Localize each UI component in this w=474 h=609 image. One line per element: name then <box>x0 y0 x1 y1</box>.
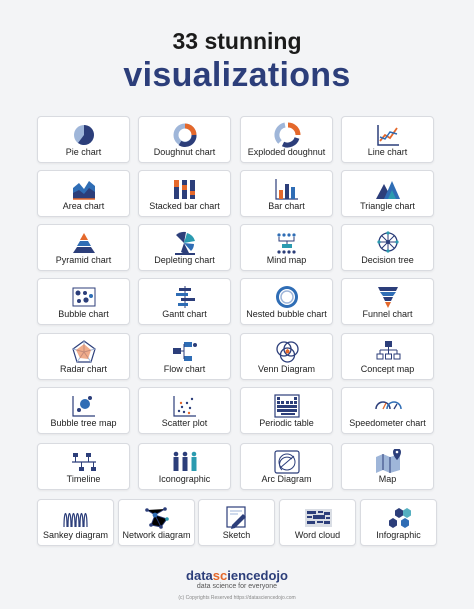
brand-logo-part-4: dojo <box>260 568 288 583</box>
pyramid-chart-icon <box>70 230 98 256</box>
mind-map-icon <box>273 230 301 256</box>
card-bubble-tree-map <box>37 387 130 434</box>
card-sketch <box>198 499 275 546</box>
infographic-icon <box>385 505 413 531</box>
gantt-chart-icon <box>171 284 199 310</box>
depleting-chart-icon <box>171 230 199 256</box>
concept-map-icon <box>374 339 402 365</box>
bubble-chart-icon <box>70 284 98 310</box>
stacked-bar-chart-icon <box>171 176 199 202</box>
card-doughnut-chart <box>138 116 231 163</box>
card-label: Area chart <box>62 201 105 211</box>
card-label: Bubble chart <box>58 309 109 319</box>
word-cloud-icon <box>304 505 332 531</box>
scatter-plot-icon <box>171 393 199 419</box>
card-label: Iconographic <box>158 474 211 484</box>
card-flow-chart <box>138 333 231 380</box>
card-label: Map <box>378 474 397 484</box>
card-label: Pie chart <box>65 147 102 157</box>
brand-logo-part-1: data <box>186 568 213 583</box>
doughnut-chart-icon <box>171 122 199 148</box>
network-diagram-icon <box>143 505 171 531</box>
iconographic-icon <box>171 449 199 475</box>
exploded-doughnut-icon <box>273 122 301 148</box>
card-label: Mind map <box>266 255 307 265</box>
card-label: Radar chart <box>59 364 108 374</box>
triangle-chart-icon <box>374 176 402 202</box>
card-nested-bubble-chart <box>240 278 333 325</box>
card-label: Bubble tree map <box>50 418 117 428</box>
card-label: Triangle chart <box>360 201 415 211</box>
card-label: Doughnut chart <box>153 147 216 157</box>
card-label: Decision tree <box>361 255 414 265</box>
nested-bubble-chart-icon <box>273 284 301 310</box>
speedometer-chart-icon <box>374 393 402 419</box>
venn-diagram-icon <box>273 339 301 365</box>
card-area-chart <box>37 170 130 217</box>
sketch-icon <box>223 505 251 531</box>
card-sankey-diagram <box>37 499 114 546</box>
card-label: Depleting chart <box>154 255 215 265</box>
card-label: Scatter plot <box>161 418 208 428</box>
card-label: Periodic table <box>259 418 314 428</box>
funnel-chart-icon <box>374 284 402 310</box>
card-line-chart <box>341 116 434 163</box>
sankey-diagram-icon <box>62 505 90 531</box>
brand-logo <box>0 568 474 583</box>
card-label: Nested bubble chart <box>246 309 327 319</box>
card-gantt-chart <box>138 278 231 325</box>
card-label: Funnel chart <box>362 309 413 319</box>
card-venn-diagram <box>240 333 333 380</box>
card-arc-diagram <box>240 443 333 490</box>
card-label: Gantt chart <box>162 309 207 319</box>
card-timeline <box>37 443 130 490</box>
card-label: Bar chart <box>268 201 305 211</box>
card-pie-chart <box>37 116 130 163</box>
radar-chart-icon <box>70 339 98 365</box>
timeline-icon <box>70 449 98 475</box>
bubble-tree-map-icon <box>70 393 98 419</box>
line-chart-icon <box>374 122 402 148</box>
card-concept-map <box>341 333 434 380</box>
card-triangle-chart <box>341 170 434 217</box>
card-label: Speedometer chart <box>349 418 426 428</box>
bar-chart-icon <box>273 176 301 202</box>
card-funnel-chart <box>341 278 434 325</box>
card-label: Infographic <box>376 530 421 540</box>
card-mind-map <box>240 224 333 271</box>
card-decision-tree <box>341 224 434 271</box>
arc-diagram-icon <box>273 449 301 475</box>
flow-chart-icon <box>171 339 199 365</box>
title-line-2: visualizations <box>123 56 351 94</box>
card-label: Network diagram <box>122 530 191 540</box>
card-label: Timeline <box>66 474 101 484</box>
card-label: Sankey diagram <box>42 530 109 540</box>
card-periodic-table <box>240 387 333 434</box>
card-label: Word cloud <box>294 530 341 540</box>
card-label: Concept map <box>360 364 415 374</box>
card-network-diagram <box>118 499 195 546</box>
card-label: Venn Diagram <box>257 364 316 374</box>
card-label: Arc Diagram <box>261 474 312 484</box>
area-chart-icon <box>70 176 98 202</box>
card-radar-chart <box>37 333 130 380</box>
card-pyramid-chart <box>37 224 130 271</box>
card-bubble-chart <box>37 278 130 325</box>
decision-tree-icon <box>374 230 402 256</box>
card-stacked-bar-chart <box>138 170 231 217</box>
card-label: Stacked bar chart <box>149 201 220 211</box>
card-label: Flow chart <box>163 364 206 374</box>
brand-logo-part-2: sc <box>212 568 228 583</box>
card-scatter-plot <box>138 387 231 434</box>
card-iconographic <box>138 443 231 490</box>
periodic-table-icon <box>273 393 301 419</box>
brand-logo-part-3: ience <box>227 568 261 583</box>
card-bar-chart <box>240 170 333 217</box>
brand-tagline: data science for everyone <box>196 583 278 590</box>
card-label: Pyramid chart <box>55 255 112 265</box>
card-speedometer-chart <box>341 387 434 434</box>
card-word-cloud <box>279 499 356 546</box>
card-infographic <box>360 499 437 546</box>
card-depleting-chart <box>138 224 231 271</box>
copyright-text: (c) Copyrights Reserved https://datasciencedojo.com <box>178 595 296 601</box>
card-map <box>341 443 434 490</box>
pie-chart-icon <box>70 122 98 148</box>
card-exploded-doughnut <box>240 116 333 163</box>
card-label: Line chart <box>367 147 408 157</box>
title-line-1: 33 stunning <box>172 28 302 54</box>
card-label: Sketch <box>222 530 251 540</box>
card-label: Exploded doughnut <box>247 147 326 157</box>
map-icon <box>374 449 402 475</box>
